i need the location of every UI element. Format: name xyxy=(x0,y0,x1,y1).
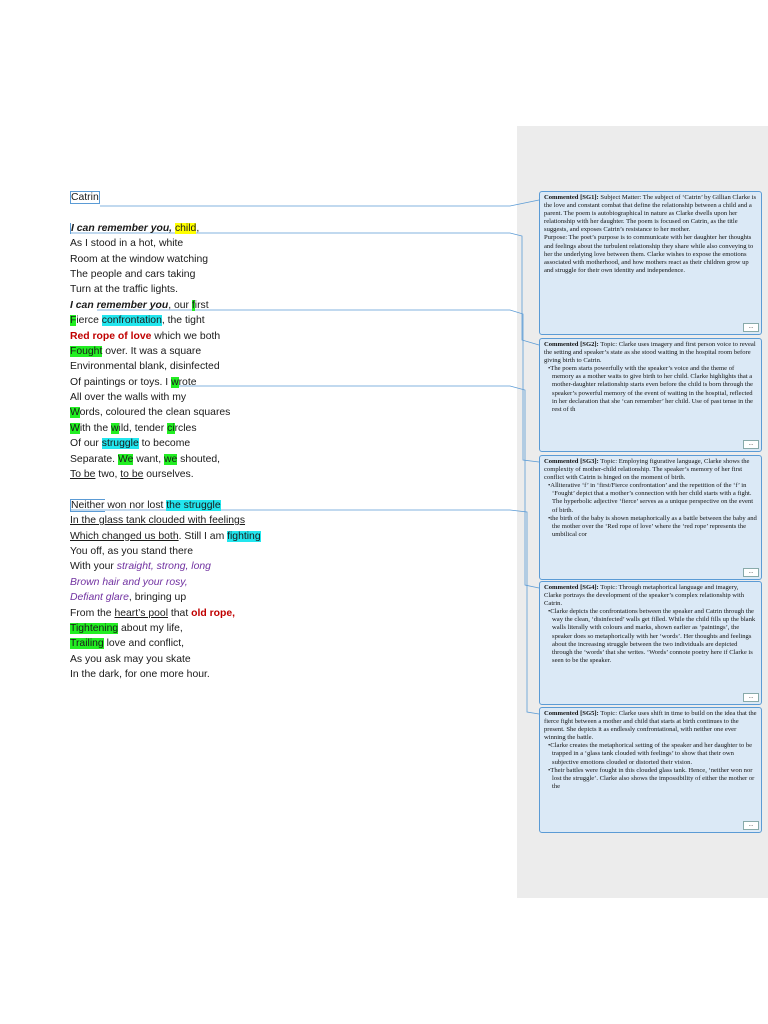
expand-comment-button[interactable]: ... xyxy=(743,821,759,830)
expand-comment-button[interactable]: ... xyxy=(743,568,759,577)
expand-comment-button[interactable]: ... xyxy=(743,323,759,332)
poem-line-21: You off, as you stand there xyxy=(70,545,194,557)
poem-line-22: With your straight, strong, long xyxy=(70,561,211,573)
poem-line-8: Red rope of love which we both xyxy=(70,330,221,342)
poem-line-27: Trailing love and conflict, xyxy=(70,638,184,650)
poem-line-15: Of our struggle to become xyxy=(70,438,191,450)
poem-line-6: I can remember you, our first xyxy=(70,299,209,311)
poem-line-16: Separate. We want, we shouted, xyxy=(70,453,221,465)
poem-line-14: With the wild, tender circles xyxy=(70,422,197,434)
poem-line-5: Turn at the traffic lights. xyxy=(70,284,178,296)
poem-line-20: Which changed us both. Still I am fighting xyxy=(70,530,261,542)
poem-line-28: As you ask may you skate xyxy=(70,653,191,665)
poem-line-11: Of paintings or toys. I wrote xyxy=(70,376,197,388)
poem-line-24: Defiant glare, bringing up xyxy=(70,592,187,604)
poem-line-12: All over the walls with my xyxy=(70,392,187,404)
poem-line-4: The people and cars taking xyxy=(70,268,196,280)
poem-line-13: Words, coloured the clean squares xyxy=(70,407,231,419)
poem-line-18: Neither won nor lost the struggle xyxy=(71,499,221,511)
expand-comment-button[interactable]: ... xyxy=(743,440,759,449)
poem-line-25: From the heart’s pool that old rope, xyxy=(70,607,235,619)
poem-line-26: Tightening about my life, xyxy=(70,622,183,634)
comment-sg2[interactable]: Commented [SG2]: Topic: Clarke uses imagery and first person voice to reveal the setting and speaker’s state as she stood waiting in the hospital room before giving birth to Catrin. •The poem starts powerfully with the speaker’s voice and the theme of memory as a mother waits to give birth to her child. Clarke highlights that a mother-daughter relationship starts even before the child is born through the speaker’s powerful memory of the event of waiting in the hospital, reflected in her declaration that she ‘can remember’ her child. Use of past tense in the rest of th ... xyxy=(539,338,762,452)
poem-line-10: Environmental blank, disinfected xyxy=(70,361,220,373)
poem-line-2: As I stood in a hot, white xyxy=(70,238,184,250)
poem-line-23: Brown hair and your rosy, xyxy=(70,576,188,588)
comment-sg5[interactable]: Commented [SG5]: Topic: Clarke uses shift in time to build on the idea that the fierce fight between a mother and child that starts at birth continues to the present. She depicts it as endlessly confrontational, with neither one ever winning the battle. •Clarke creates the metaphorical setting of the speaker and her daughter to be trapped in a ‘glass tank clouded with feelings’ to show that their own subjective emotions clouded or distorted their vision. •Their battles were fought in this clouded glass tank. Hence, ‘neither won nor lost the struggle’. Clarke also shows the impossibility of either the mother or the ... xyxy=(539,707,762,833)
expand-comment-button[interactable]: ... xyxy=(743,693,759,702)
poem-title[interactable]: Catrin xyxy=(71,192,99,203)
poem-line-17: To be two, to be ourselves. xyxy=(70,469,194,481)
comment-sg4[interactable]: Commented [SG4]: Topic: Through metaphorical language and imagery, Clarke portrays the development of the speaker’s complex relationship with Catrin. •Clarke depicts the confrontations between the speaker and Catrin through the way the clean, ‘disinfected’ walls get filled. While the child fills up the blank walls literally with colours and marks, shown earlier as ‘paintings’, the speaker does so metaphorically with her ‘words’. Her thoughts and feelings about the increasing struggle between the two individuals are depicted through the ‘words’ that she writes. ‘Words’ connote poetry here if Clarke is seen to be the speaker. ... xyxy=(539,581,762,705)
poem-line-29: In the dark, for one more hour. xyxy=(70,669,210,681)
poem-line-9: Fought over. It was a square xyxy=(70,345,202,357)
poem-body xyxy=(70,190,510,683)
comment-sg1[interactable]: Commented [SG1]: Subject Matter: The subject of ‘Catrin’ by Gillian Clarke is the love and constant combat that define the relationship between a child and a parent. The poem is autobiographical in nature as Clarke dwells upon her relationship with her daughter. The poem is focused on Catrin, as the title suggests, and exposes Catrin’s resistance to her mother. Purpose: The poet’s purpose is to communicate with her daughter her thoughts and feelings about the turbulent relationship they share while also conveying to her the underlying love between them. Clarke wishes to expose the emotions associated with motherhood, and how mothers react as their children grow up and struggle for their own identity and independence. ... xyxy=(539,191,762,335)
comment-sg3[interactable]: Commented [SG3]: Topic: Employing figurative language, Clarke shows the complexity of mother-child relationship. The speaker’s memory of her first conflict with Catrin is hinged on the moment of birth. •Alliterative ‘f’ in ‘first/Fierce confrontation’ and the repetition of the ‘f’ in ‘Fought’ depict that a mother’s connection with her child starts with a fight. The hyperbolic adjective ‘fierce’ serves as a unique perspective on the event of birth. •the birth of the baby is shown metaphorically as a battle between the baby and the mother over the ‘Red rope of love’ where the ‘red rope’ represents the umbilical cor ... xyxy=(539,455,762,580)
poem-line-3: Room at the window watching xyxy=(70,253,209,265)
poem-line-7: Fierce confrontation, the tight xyxy=(70,315,205,327)
poem-line-1: I can remember you, child, xyxy=(71,222,200,234)
poem-line-19: In the glass tank clouded with feelings xyxy=(70,515,246,527)
